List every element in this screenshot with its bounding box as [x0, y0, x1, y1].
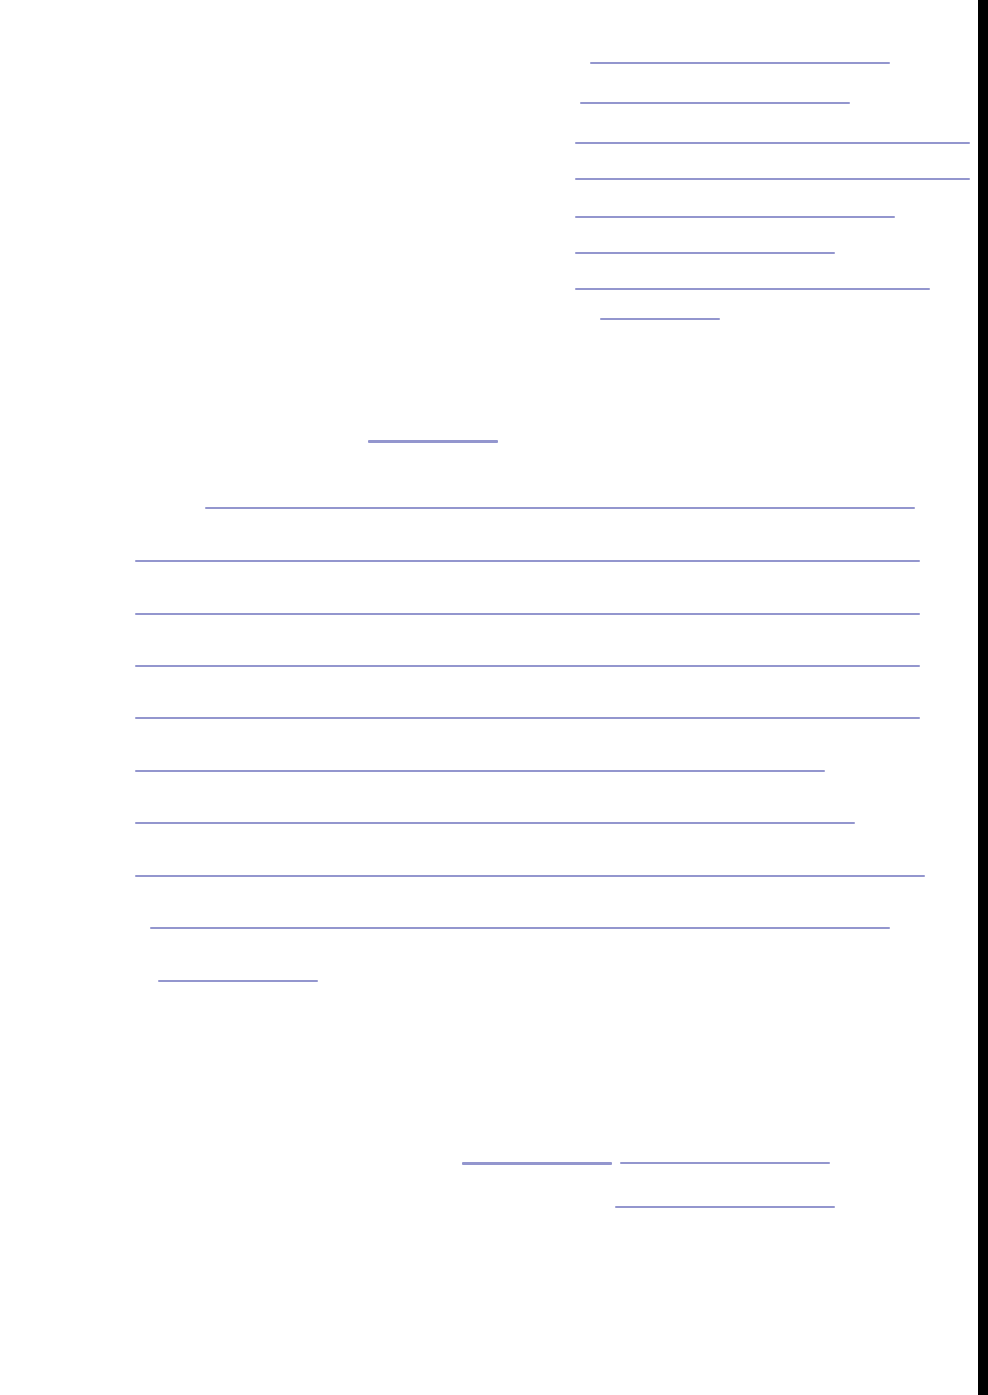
body-line	[135, 613, 920, 615]
addressee-line	[580, 102, 850, 104]
body-line	[150, 927, 890, 929]
page-edge	[978, 0, 988, 1395]
handwritten-signature	[462, 1162, 612, 1165]
date-line	[615, 1206, 835, 1208]
body-line	[158, 980, 318, 982]
addressee-line	[600, 318, 720, 320]
body-line	[135, 717, 920, 719]
body-line	[135, 665, 920, 667]
signer-line	[620, 1162, 830, 1164]
body-line	[135, 560, 920, 562]
body-line	[135, 822, 855, 824]
document-title	[368, 440, 498, 443]
addressee-line	[575, 178, 970, 180]
addressee-line	[575, 142, 970, 144]
body-line	[135, 875, 925, 877]
addressee-line	[575, 288, 930, 290]
body-line	[135, 770, 825, 772]
body-line	[205, 507, 915, 509]
addressee-line	[590, 62, 890, 64]
addressee-line	[575, 216, 895, 218]
addressee-line	[575, 252, 835, 254]
